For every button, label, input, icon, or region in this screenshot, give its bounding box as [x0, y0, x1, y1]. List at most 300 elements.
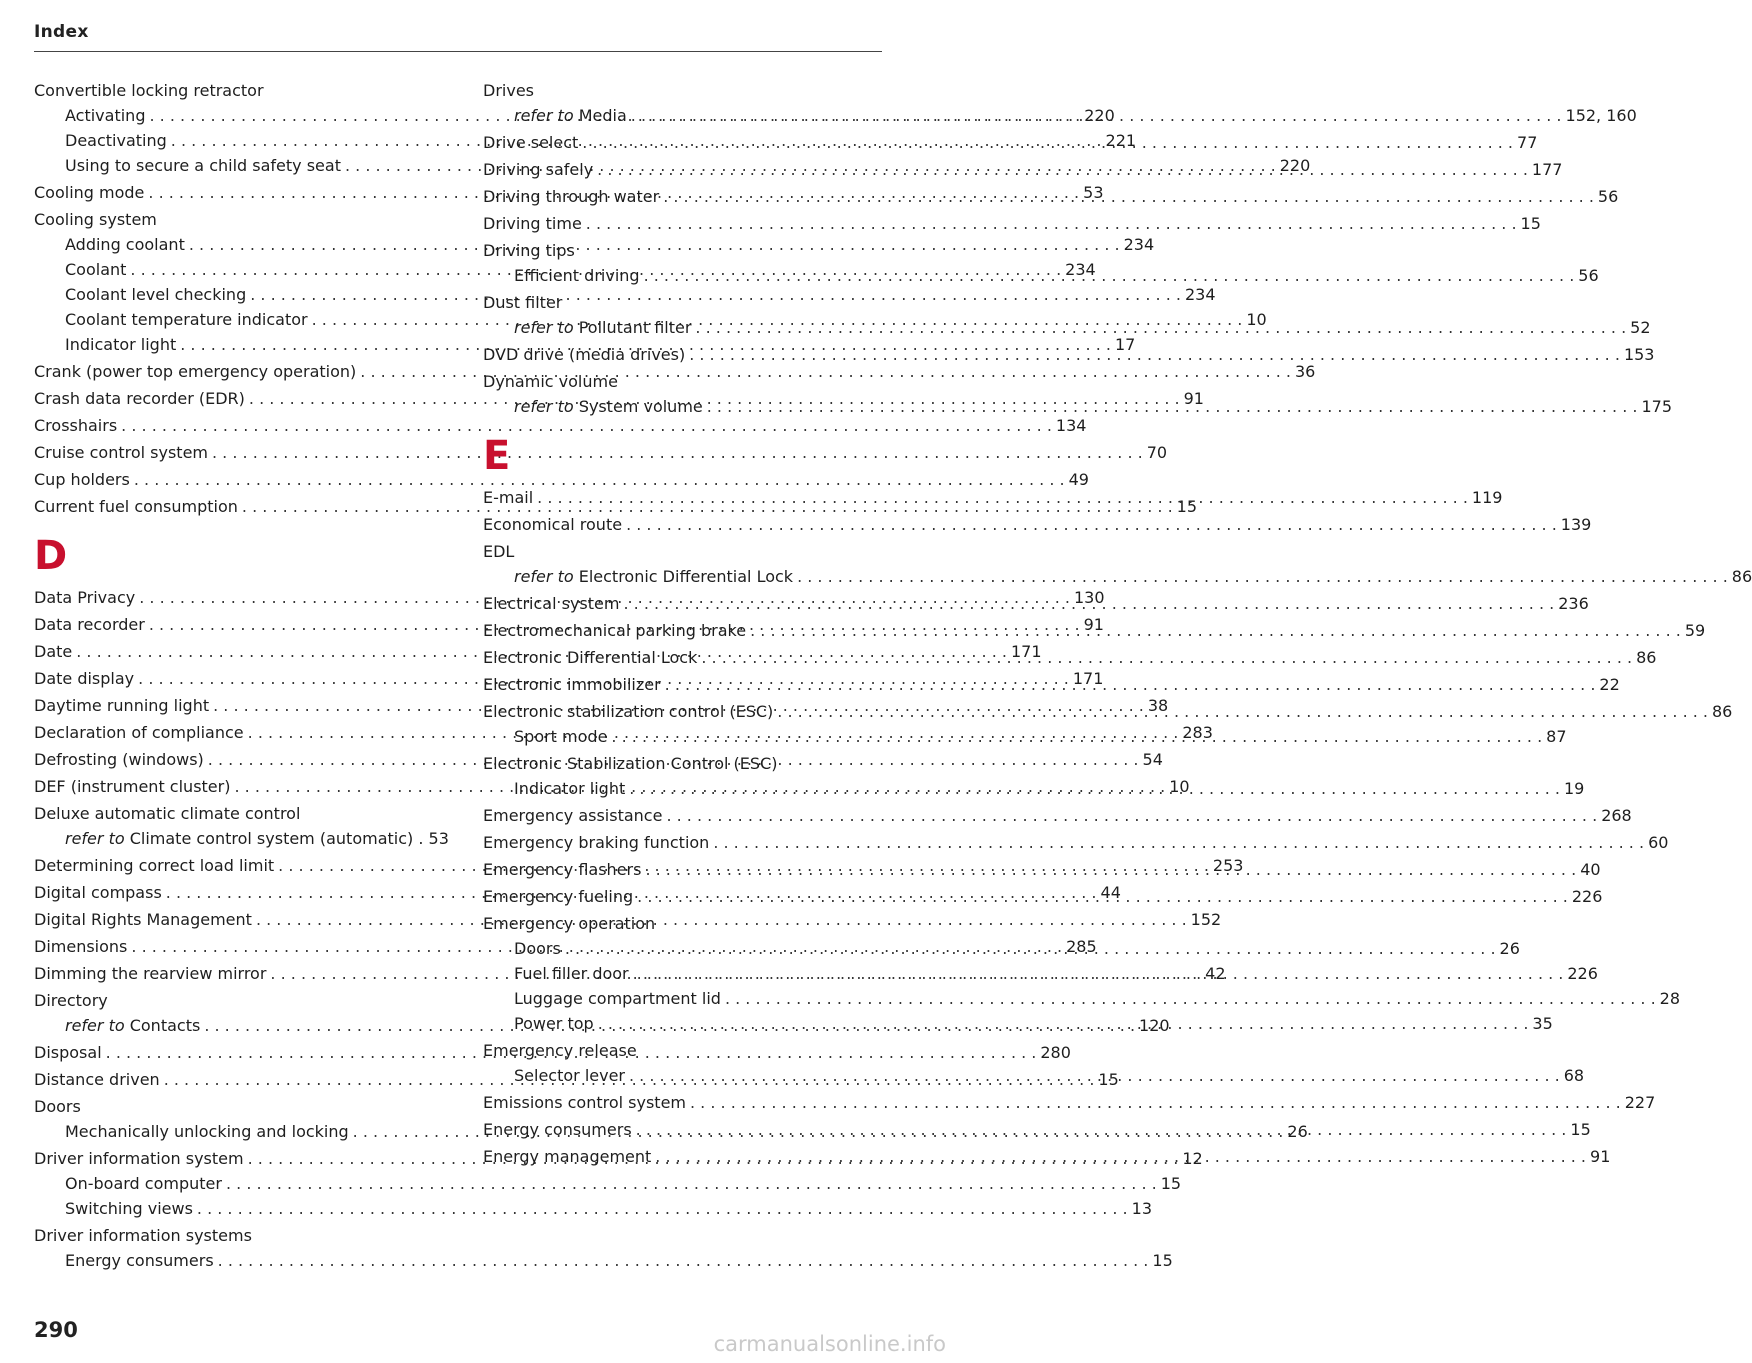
entry-label: Daytime running light: [34, 696, 210, 715]
page-reference[interactable]: 119: [1471, 488, 1503, 507]
page-reference[interactable]: 70: [1146, 443, 1168, 462]
entry-text: [483, 485, 533, 510]
entry-label: Cooling system: [34, 210, 157, 229]
entry-text: [65, 1248, 214, 1273]
entry-label: Doors: [34, 1097, 81, 1116]
page-reference[interactable]: 234: [1065, 260, 1096, 279]
leader-dots: [641, 857, 1580, 882]
entry-label: Luggage compartment lid: [514, 989, 721, 1008]
refer-to-label: refer to: [514, 106, 574, 125]
entry-text: [34, 774, 230, 799]
entry-label: Fuel filler door: [514, 964, 629, 983]
entry-text: [34, 386, 245, 411]
page-reference[interactable]: 226: [1567, 964, 1598, 983]
entry-text: [34, 639, 72, 664]
leader-dots: [594, 1011, 1533, 1036]
entry-label: Coolant: [65, 260, 127, 279]
page-reference[interactable]: 15: [1176, 497, 1198, 516]
entry-text: [65, 257, 126, 282]
entry-text: [34, 359, 356, 384]
entry-label: Pollutant filter: [578, 318, 692, 337]
page-reference[interactable]: 35: [1532, 1014, 1553, 1033]
index-subentry[interactable]: [483, 986, 1681, 1011]
index-entry[interactable]: [483, 751, 883, 776]
index-entry[interactable]: [483, 512, 1592, 537]
entry-text: [514, 961, 629, 986]
index-subentry[interactable]: [34, 826, 452, 851]
entry-text: [65, 332, 176, 357]
page-reference[interactable]: 15: [1098, 1070, 1119, 1089]
index-entry[interactable]: [483, 830, 1669, 855]
entry-text: [483, 539, 514, 564]
page-reference[interactable]: 26: [1287, 1122, 1308, 1141]
entry-label: Coolant level checking: [65, 285, 247, 304]
entry-label: Sport mode: [514, 727, 608, 746]
index-subentry[interactable]: [34, 1196, 1152, 1221]
entry-text: [483, 211, 582, 236]
entry-text: [483, 1090, 686, 1115]
page-reference[interactable]: 12: [1182, 1149, 1203, 1168]
leader-dots: [629, 961, 1568, 986]
entry-text: [34, 961, 266, 986]
entry-text: [34, 693, 209, 718]
entry-label: Power top: [514, 1014, 594, 1033]
page-reference[interactable]: 152: [1190, 910, 1222, 929]
entry-text: [34, 1040, 102, 1065]
page-reference[interactable]: 139: [1560, 515, 1592, 534]
entry-text: [483, 290, 562, 315]
page-reference[interactable]: 15: [1160, 1174, 1182, 1193]
entry-label: Electronic stabilization control (ESC): [483, 702, 774, 721]
leader-dots: [746, 618, 1685, 643]
entry-text: [483, 857, 641, 882]
entry-text: [483, 1144, 651, 1169]
page-reference[interactable]: 91: [1183, 389, 1204, 408]
page-reference[interactable]: 60: [1648, 833, 1669, 852]
entry-label: System volume: [578, 397, 703, 416]
entry-text: [65, 307, 308, 332]
section-letter: E: [483, 433, 511, 479]
entry-text: [483, 830, 709, 855]
leader-dots: [661, 672, 1600, 697]
refer-to-label: refer to: [514, 567, 574, 586]
entry-label: Media: [578, 106, 627, 125]
entry-text: [34, 880, 162, 905]
index-entry[interactable]: [34, 467, 1089, 492]
page-reference[interactable]: 53: [1083, 183, 1104, 202]
page-reference[interactable]: 42: [1205, 964, 1226, 983]
page-reference[interactable]: 226: [1571, 887, 1603, 906]
page-reference[interactable]: 153: [1623, 345, 1655, 364]
page-reference[interactable]: 152, 160: [1565, 106, 1637, 125]
page-reference[interactable]: 17: [1114, 335, 1136, 354]
entry-label: Emergency release: [483, 1041, 637, 1060]
leader-dots: [651, 1144, 1590, 1169]
entry-text: [483, 157, 593, 182]
page-reference[interactable]: 86: [1636, 648, 1657, 667]
page-reference[interactable]: 227: [1624, 1093, 1656, 1112]
entry-label: Digital compass: [34, 883, 162, 902]
page-reference[interactable]: 38: [1147, 696, 1169, 715]
page-reference[interactable]: 77: [1517, 133, 1538, 152]
entry-text: [34, 413, 117, 438]
entry-label: Cruise control system: [34, 443, 208, 462]
page-reference[interactable]: 68: [1563, 1066, 1585, 1085]
entry-text: [483, 884, 633, 909]
index-entry[interactable]: [483, 78, 883, 103]
entry-text: [65, 1171, 222, 1196]
entry-label: Data recorder: [34, 615, 145, 634]
index-entry[interactable]: [34, 1094, 452, 1119]
leader-dots: [640, 263, 1579, 288]
entry-text: [483, 803, 662, 828]
entry-text: [65, 128, 167, 153]
page-reference[interactable]: 15: [1570, 1120, 1591, 1139]
entry-label: Electronic Stabilization Control (ESC): [483, 754, 778, 773]
index-entry[interactable]: [483, 539, 883, 564]
entry-text: [514, 986, 721, 1011]
leader-dots: [619, 591, 1558, 616]
index-entry[interactable]: [483, 911, 883, 936]
entry-text: [483, 512, 622, 537]
entry-label: Drives: [483, 81, 534, 100]
entry-text: [65, 282, 246, 307]
entry-label: Energy consumers: [483, 1120, 632, 1139]
page-reference[interactable]: 52: [1630, 318, 1651, 337]
entry-label: Defrosting (windows): [34, 750, 204, 769]
entry-text: [34, 1146, 244, 1171]
entry-text: [34, 1067, 160, 1092]
entry-label: Data Privacy: [34, 588, 136, 607]
page-reference[interactable]: 130: [1073, 588, 1105, 607]
leader-dots: [578, 130, 1517, 155]
entry-text: [34, 467, 130, 492]
index-entry[interactable]: [483, 369, 883, 394]
entry-text: [483, 1117, 632, 1142]
page-reference[interactable]: 22: [1599, 675, 1620, 694]
leader-dots: [607, 724, 1546, 749]
entry-text: [34, 440, 208, 465]
entry-text: [34, 720, 244, 745]
page-reference[interactable]: 15: [1152, 1251, 1173, 1270]
entry-text: [65, 826, 449, 851]
entry-label: Electronic Differential Lock: [483, 648, 698, 667]
page-reference[interactable]: 28: [1659, 989, 1681, 1008]
page-reference[interactable]: 234: [1184, 285, 1216, 304]
leader-dots: [793, 564, 1732, 589]
page-reference[interactable]: 49: [1068, 470, 1089, 489]
leader-dots: [662, 803, 1601, 828]
entry-label: Dust filter: [483, 293, 563, 312]
index-entry[interactable]: [34, 801, 452, 826]
entry-label: Convertible locking retractor: [34, 81, 264, 100]
entry-text: [483, 78, 534, 103]
leader-dots: [691, 315, 1630, 340]
entry-label: Electronic immobilizer: [483, 675, 661, 694]
entry-label: Emissions control system: [483, 1093, 686, 1112]
section-letter: D: [34, 533, 68, 579]
index-entry[interactable]: [483, 803, 1632, 828]
entry-label: Driving safely: [483, 160, 594, 179]
leader-dots: [659, 184, 1598, 209]
entry-label: Energy management: [483, 1147, 652, 1166]
index-entry[interactable]: [483, 290, 883, 315]
leader-dots: [582, 211, 1521, 236]
entry-text: [65, 153, 341, 178]
leader-dots: [685, 342, 1624, 367]
entry-text: [34, 180, 144, 205]
index-entry[interactable]: [483, 1090, 1656, 1115]
entry-label: Driver information system: [34, 1149, 244, 1168]
entry-label: Digital Rights Management: [34, 910, 252, 929]
entry-text: [514, 936, 561, 961]
entry-text: [483, 369, 618, 394]
page-number: 290: [34, 1318, 78, 1342]
entry-text: [483, 591, 619, 616]
refer-to-label: refer to: [65, 829, 125, 848]
entry-label: Driving through water: [483, 187, 660, 206]
entry-label: Emergency operation: [483, 914, 656, 933]
entry-label: Indicator light: [65, 335, 177, 354]
entry-text: [514, 394, 703, 419]
page-reference[interactable]: 10: [1246, 310, 1267, 329]
leader-dots: [697, 645, 1636, 670]
entry-text: [34, 801, 300, 826]
entry-label: Emergency fueling: [483, 887, 634, 906]
entry-label: Directory: [34, 991, 108, 1010]
index-entry[interactable]: [34, 988, 452, 1013]
entry-label: DEF (instrument cluster): [34, 777, 231, 796]
page-reference[interactable]: 86: [1731, 567, 1752, 586]
entry-label: Distance driven: [34, 1070, 160, 1089]
entry-label: Energy consumers: [65, 1251, 214, 1270]
page-reference[interactable]: 19: [1563, 779, 1585, 798]
entry-label: Adding coolant: [65, 235, 185, 254]
index-entry[interactable]: [34, 78, 452, 103]
page-reference[interactable]: 283: [1182, 723, 1213, 742]
entry-text: [514, 776, 625, 801]
index-entry[interactable]: [483, 211, 1541, 236]
page-reference[interactable]: 221: [1105, 131, 1137, 150]
page-reference[interactable]: 10: [1169, 777, 1190, 796]
entry-text: [483, 751, 777, 776]
page-reference[interactable]: 87: [1546, 727, 1567, 746]
entry-label: Disposal: [34, 1043, 102, 1062]
index-entry[interactable]: [34, 440, 1168, 465]
leader-dots: [622, 512, 1561, 537]
page-reference[interactable]: 220: [1279, 156, 1311, 175]
leader-dots: [214, 1248, 1153, 1273]
entry-label: Contacts: [129, 1016, 201, 1035]
entry-text: [34, 585, 135, 610]
leader-dots: [773, 699, 1712, 724]
leader-dots: [703, 394, 1642, 419]
leader-dots: [721, 986, 1660, 1011]
index-entry[interactable]: [34, 413, 1087, 438]
entry-label: Electromechanical parking brake: [483, 621, 747, 640]
header-divider: [34, 51, 882, 52]
page-reference[interactable]: 26: [1499, 939, 1520, 958]
entry-text: [483, 342, 685, 367]
page-reference[interactable]: 280: [1040, 1043, 1071, 1062]
leader-dots: [633, 884, 1572, 909]
page-reference[interactable]: 285: [1066, 937, 1097, 956]
entry-text: [483, 645, 697, 670]
page-reference[interactable]: 15: [1520, 214, 1541, 233]
entry-text: [34, 988, 108, 1013]
index-subentry[interactable]: [483, 564, 1752, 589]
entry-text: [34, 747, 204, 772]
entry-label: Emergency assistance: [483, 806, 663, 825]
entry-text: [34, 907, 252, 932]
entry-label: Driving tips: [483, 241, 575, 260]
leader-dots: [222, 1171, 1161, 1196]
leader-dots: [625, 1063, 1564, 1088]
entry-label: Crank (power top emergency operation): [34, 362, 357, 381]
watermark: carmanualsonline.info: [713, 1332, 946, 1356]
leader-dots: [627, 103, 1566, 128]
entry-text: [483, 699, 773, 724]
entry-label: DVD drive (media drives): [483, 345, 686, 364]
entry-label: EDL: [483, 542, 515, 561]
entry-label: Emergency braking function: [483, 833, 710, 852]
entry-text: [483, 911, 655, 936]
entry-label: Selector lever: [514, 1066, 625, 1085]
entry-text: [34, 1223, 252, 1248]
entry-text: [34, 207, 157, 232]
page-reference[interactable]: 177: [1531, 160, 1563, 179]
leader-dots: [533, 485, 1472, 510]
entry-label: Dynamic volume: [483, 372, 618, 391]
page-reference[interactable]: 44: [1100, 883, 1121, 902]
page-reference[interactable]: 36: [1295, 362, 1316, 381]
entry-text: [65, 1013, 200, 1038]
page-reference[interactable]: 120: [1139, 1016, 1170, 1035]
page-reference[interactable]: 86: [1712, 702, 1733, 721]
entry-text: [34, 494, 238, 519]
entry-text: [65, 1119, 349, 1144]
leader-dots: [593, 157, 1532, 182]
entry-text: [514, 315, 691, 340]
entry-label: Indicator light: [514, 779, 626, 798]
entry-text: [65, 1196, 193, 1221]
entry-label: Activating: [65, 106, 146, 125]
entry-text: [514, 724, 607, 749]
entry-text: [34, 78, 264, 103]
entry-label: Economical route: [483, 515, 623, 534]
entry-text: [65, 232, 185, 257]
page-header-title: Index: [34, 22, 89, 42]
leader-dots: [686, 1090, 1625, 1115]
page-reference[interactable]: 220: [1084, 106, 1115, 125]
entry-label: Driving time: [483, 214, 582, 233]
entry-text: [514, 1063, 625, 1088]
entry-label: Coolant temperature indicator: [65, 310, 308, 329]
entry-text: [483, 1038, 637, 1063]
entry-label: Deactivating: [65, 131, 167, 150]
entry-label: Mechanically unlocking and locking: [65, 1122, 349, 1141]
entry-text: [514, 564, 793, 589]
entry-label: Electronic Differential Lock: [578, 567, 794, 586]
index-subentry[interactable]: [34, 1171, 1182, 1196]
refer-to-label: refer to: [514, 318, 574, 337]
page-reference[interactable]: 56: [1597, 187, 1619, 206]
entry-label: Determining correct load limit: [34, 856, 275, 875]
entry-label: Drive select: [483, 133, 579, 152]
entry-text: [34, 934, 127, 959]
page-reference[interactable]: 13: [1131, 1199, 1152, 1218]
index-entry[interactable]: [483, 238, 883, 263]
entry-label: Crash data recorder (EDR): [34, 389, 245, 408]
entry-text: [514, 103, 627, 128]
entry-label: Cooling mode: [34, 183, 145, 202]
page-reference[interactable]: 59: [1684, 621, 1706, 640]
index-subentry[interactable]: [34, 1248, 1173, 1273]
page-reference[interactable]: 171: [1010, 642, 1042, 661]
leader-dots: [632, 1117, 1571, 1142]
entry-text: [514, 263, 640, 288]
entry-label: Efficient driving: [514, 266, 640, 285]
entry-label: Driver information systems: [34, 1226, 252, 1245]
refer-to-label: refer to: [65, 1016, 125, 1035]
entry-label: Dimming the rearview mirror: [34, 964, 267, 983]
entry-label: Crosshairs: [34, 416, 118, 435]
page-reference[interactable]: 134: [1055, 416, 1087, 435]
entry-label: Declaration of compliance: [34, 723, 244, 742]
entry-label: Date display: [34, 669, 135, 688]
entry-label: Climate control system (automatic) . 53: [129, 829, 449, 848]
page-reference[interactable]: 40: [1580, 860, 1601, 879]
page-reference[interactable]: 236: [1558, 594, 1589, 613]
page-reference[interactable]: 171: [1072, 669, 1104, 688]
page-reference[interactable]: 268: [1601, 806, 1632, 825]
index-entry[interactable]: [34, 207, 452, 232]
leader-dots: [625, 776, 1564, 801]
entry-label: Doors: [514, 939, 561, 958]
entry-label: Deluxe automatic climate control: [34, 804, 301, 823]
entry-label: Using to secure a child safety seat: [65, 156, 341, 175]
page-reference[interactable]: 91: [1590, 1147, 1611, 1166]
entry-label: Dimensions: [34, 937, 128, 956]
entry-text: [34, 1094, 81, 1119]
refer-to-label: refer to: [514, 397, 574, 416]
entry-text: [34, 612, 145, 637]
entry-text: [483, 238, 575, 263]
page-reference[interactable]: 91: [1083, 615, 1104, 634]
entry-label: Emergency flashers: [483, 860, 642, 879]
index-entry[interactable]: [34, 1223, 452, 1248]
page-reference[interactable]: 175: [1641, 397, 1673, 416]
entry-label: E-mail: [483, 488, 534, 507]
entry-text: [34, 853, 274, 878]
index-entry[interactable]: [483, 1038, 883, 1063]
entry-text: [65, 103, 145, 128]
page-reference[interactable]: 253: [1212, 856, 1244, 875]
entry-text: [483, 130, 578, 155]
page-reference[interactable]: 234: [1123, 235, 1155, 254]
entry-label: Current fuel consumption: [34, 497, 238, 516]
entry-label: On-board computer: [65, 1174, 222, 1193]
leader-dots: [193, 1196, 1132, 1221]
entry-text: [34, 666, 134, 691]
leader-dots: [561, 936, 1500, 961]
entry-text: [483, 672, 661, 697]
entry-text: [514, 1011, 594, 1036]
page-reference[interactable]: 54: [1142, 750, 1163, 769]
page-reference[interactable]: 56: [1578, 266, 1599, 285]
entry-label: Cup holders: [34, 470, 130, 489]
entry-label: Date: [34, 642, 73, 661]
